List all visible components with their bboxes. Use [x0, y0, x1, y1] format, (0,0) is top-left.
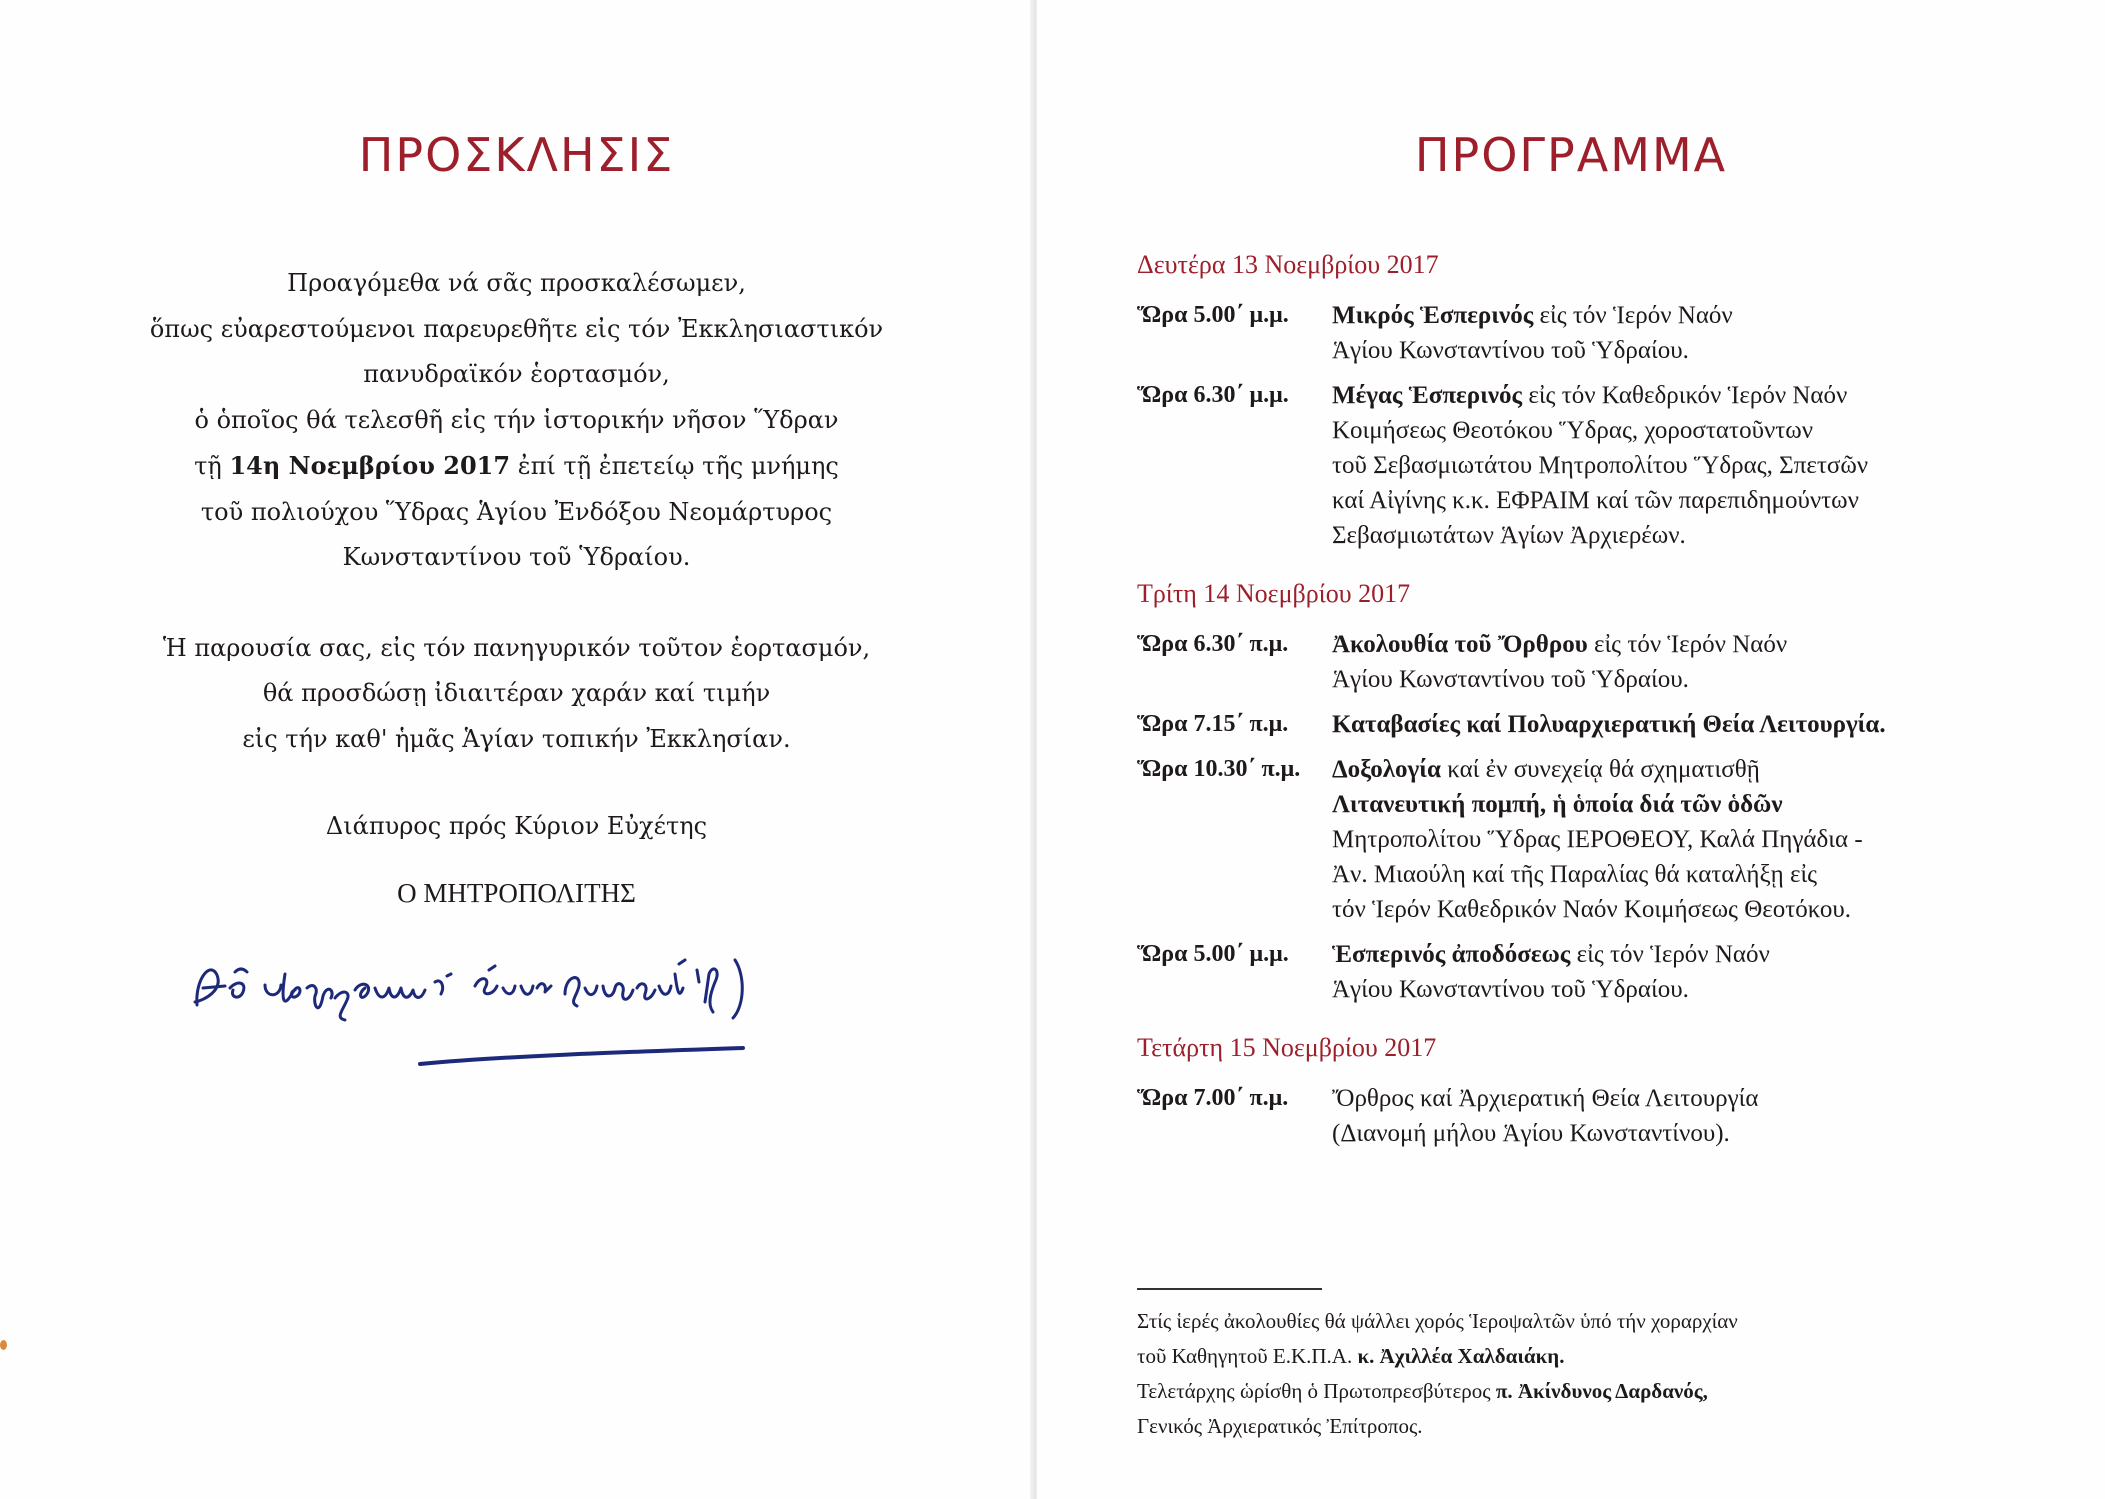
text-segment: Ὄρθρος καί Ἀρχιερατική Θεία Λειτουργία: [1332, 1085, 1759, 1112]
invitation-line: θά προσδώσῃ ἰδιαιτέραν χαράν καί τιμήν: [262, 679, 771, 707]
footnote-line: [1137, 1374, 2037, 1409]
entry-line: [1332, 378, 2037, 413]
schedule-entry: [1137, 627, 2037, 697]
entry-line: [1332, 937, 2037, 972]
schedule-entry: [1137, 378, 2037, 553]
footnote: [1137, 1304, 2037, 1444]
entry-description: [1332, 627, 2037, 697]
footnote-line: [1137, 1304, 2037, 1339]
entry-line: [1332, 298, 2037, 333]
service-name: Ἑσπερινός ἀποδόσεως: [1332, 941, 1571, 968]
text-segment: τοῦ Καθηγητοῦ Ε.Κ.Π.Α.: [1137, 1344, 1358, 1368]
invitation-line: ὅπως εὐαρεστούμενοι παρευρεθῆτε εἰς τόν Ἐκκλησιαστικόν: [149, 314, 884, 343]
entry-line: Μητροπολίτου Ὕδρας ΙΕΡΟΘΕΟΥ, Καλά Πηγάδια -: [1332, 826, 1863, 853]
text-segment: καί ἐν συνεχείᾳ θά σχηματισθῇ: [1440, 756, 1760, 783]
entry-line: Λιτανευτική πομπή, ἡ ὁποία διά τῶν ὁδῶν: [1332, 791, 1783, 818]
text-segment: τῇ: [194, 452, 230, 480]
text-segment: ἐπί τῇ ἐπετείῳ τῆς μνήμης: [510, 452, 839, 480]
invitation-line: Προαγόμεθα νά σᾶς προσκαλέσωμεν,: [287, 269, 746, 297]
day-title: Τρίτη 14 Νοεμβρίου 2017: [1137, 579, 1411, 608]
invitation-paragraph-1: [0, 261, 1033, 581]
entry-line: τοῦ Σεβασμιωτάτου Μητροπολίτου Ὕδρας, Σπετσῶν: [1332, 452, 1869, 479]
program-heading: ΠΡΟΓΡΑΜΜΑ: [1414, 128, 1728, 182]
entry-line: Ἁγίου Κωνσταντίνου τοῦ Ὑδραίου.: [1332, 666, 1689, 693]
text-segment: εἰς τόν Ἱερόν Ναόν: [1533, 302, 1733, 329]
entry-time: Ὥρα 7.15΄ π.μ.: [1137, 711, 1289, 737]
schedule-entry: [1137, 752, 2037, 927]
text-segment: Στίς ἱερές ἀκολουθίες θά ψάλλει χορός Ἱεροψαλτῶν ὑπό τήν χοραρχίαν: [1137, 1309, 1738, 1333]
service-name: Ἀκολουθία τοῦ Ὄρθρου: [1332, 631, 1588, 658]
invitation-line: εἰς τήν καθ' ἡμᾶς Ἁγίαν τοπικήν Ἐκκλησίαν.: [242, 724, 791, 753]
schedule-entry: [1137, 1081, 2037, 1151]
name-highlight: κ. Ἀχιλλέα Χαλδαιάκη.: [1357, 1344, 1565, 1368]
invitation-line: ὁ ὁποῖος θά τελεσθῆ εἰς τήν ἱστορικήν νῆσον Ὕδραν: [194, 405, 839, 434]
schedule-entry: [1137, 707, 2037, 742]
schedule-entry: [1137, 937, 2037, 1007]
invitation-paragraph-2: [0, 626, 1033, 763]
text-segment: Τελετάρχης ὡρίσθη ὁ Πρωτοπρεσβύτερος: [1137, 1379, 1496, 1403]
entry-line: [1332, 627, 2037, 662]
day-title: Δευτέρα 13 Νοεμβρίου 2017: [1137, 250, 1439, 279]
day-block: [1137, 250, 2037, 553]
name-highlight: π. Ἀκίνδυνος Δαρδανός,: [1495, 1379, 1708, 1403]
closing-line: Διάπυρος πρός Κύριον Εὐχέτης: [325, 812, 708, 840]
invitation-line: πανυδραϊκόν ἑορτασμόν,: [363, 360, 670, 388]
service-name: Δοξολογία: [1332, 756, 1441, 783]
entry-line: καί Αἰγίνης κ.κ. ΕΦΡΑΙΜ καί τῶν παρεπιδημούντων: [1332, 487, 1859, 514]
left-page: [0, 0, 1033, 1499]
entry-line: [1332, 1081, 2037, 1116]
program-schedule: [1137, 250, 2037, 1177]
invitation-line: [0, 443, 1033, 490]
entry-line: Ἁγίου Κωνσταντίνου τοῦ Ὑδραίου.: [1332, 337, 1689, 364]
entry-description: [1332, 937, 2037, 1007]
invitation-heading: ΠΡΟΣΚΛΗΣΙΣ: [358, 128, 675, 182]
entry-line: Σεβασμιωτάτων Ἁγίων Ἀρχιερέων.: [1332, 522, 1686, 549]
entry-line: τόν Ἱερόν Καθεδρικόν Ναόν Κοιμήσεως Θεοτόκου.: [1332, 896, 1851, 923]
invitation-line: τοῦ πολιούχου Ὕδρας Ἁγίου Ἐνδόξου Νεομάρτυρος: [200, 497, 833, 526]
day-block: [1137, 579, 2037, 1007]
footnote-line: [1137, 1339, 2037, 1374]
entry-description: [1332, 298, 2037, 368]
schedule-entry: [1137, 298, 2037, 368]
entry-description: [1332, 378, 2037, 553]
day-block: [1137, 1033, 2037, 1151]
entry-time: Ὥρα 7.00΄ π.μ.: [1137, 1085, 1289, 1111]
service-name: Μέγας Ἑσπερινός: [1332, 382, 1523, 409]
signatory-title: Ο ΜΗΤΡΟΠΟΛΙΤΗΣ: [397, 878, 636, 908]
entry-time: Ὥρα 5.00΄ μ.μ.: [1137, 941, 1289, 967]
entry-description: [1332, 1081, 2037, 1151]
service-name: Καταβασίες καί Πολυαρχιερατική Θεία Λειτουργία.: [1332, 711, 1886, 738]
entry-time: Ὥρα 10.30΄ π.μ.: [1137, 756, 1301, 782]
invitation-line: Ἡ παρουσία σας, εἰς τόν πανηγυρικόν τοῦτον ἑορτασμόν,: [162, 633, 871, 662]
entry-line: [1332, 707, 2037, 742]
entry-description: [1332, 707, 2037, 742]
invitation-text: [0, 261, 1033, 762]
text-segment: εἰς τόν Καθεδρικόν Ἱερόν Ναόν: [1522, 382, 1848, 409]
day-title: Τετάρτη 15 Νοεμβρίου 2017: [1137, 1033, 1437, 1062]
invitation-line: Κωνσταντίνου τοῦ Ὑδραίου.: [342, 543, 691, 571]
footnote-divider: [1137, 1288, 1322, 1290]
handwritten-signature: [185, 930, 785, 1080]
entry-description: [1332, 752, 2037, 927]
entry-time: Ὥρα 6.30΄ π.μ.: [1137, 631, 1289, 657]
entry-line: Ἁγίου Κωνσταντίνου τοῦ Ὑδραίου.: [1332, 976, 1689, 1003]
text-segment: Γενικός Ἀρχιερατικός Ἐπίτροπος.: [1137, 1414, 1423, 1438]
footnote-line: [1137, 1409, 2037, 1444]
feast-date: 14η Νοεμβρίου 2017: [229, 451, 511, 480]
entry-line: Ἀν. Μιαούλη καί τῆς Παραλίας θά καταλήξῃ εἰς: [1332, 861, 1818, 888]
service-name: Μικρός Ἑσπερινός: [1332, 302, 1534, 329]
entry-line: Κοιμήσεως Θεοτόκου Ὕδρας, χοροστατοῦντων: [1332, 417, 1814, 444]
paper-mark: [0, 1340, 7, 1350]
text-segment: εἰς τόν Ἱερόν Ναόν: [1587, 631, 1788, 658]
entry-line: (Διανομή μήλου Ἁγίου Κωνσταντίνου).: [1332, 1120, 1730, 1147]
text-segment: εἰς τόν Ἱερόν Ναόν: [1570, 941, 1770, 968]
entry-line: [1332, 752, 2037, 787]
entry-time: Ὥρα 5.00΄ μ.μ.: [1137, 302, 1289, 328]
entry-time: Ὥρα 6.30΄ μ.μ.: [1137, 382, 1289, 408]
right-page: [1037, 0, 2105, 1499]
